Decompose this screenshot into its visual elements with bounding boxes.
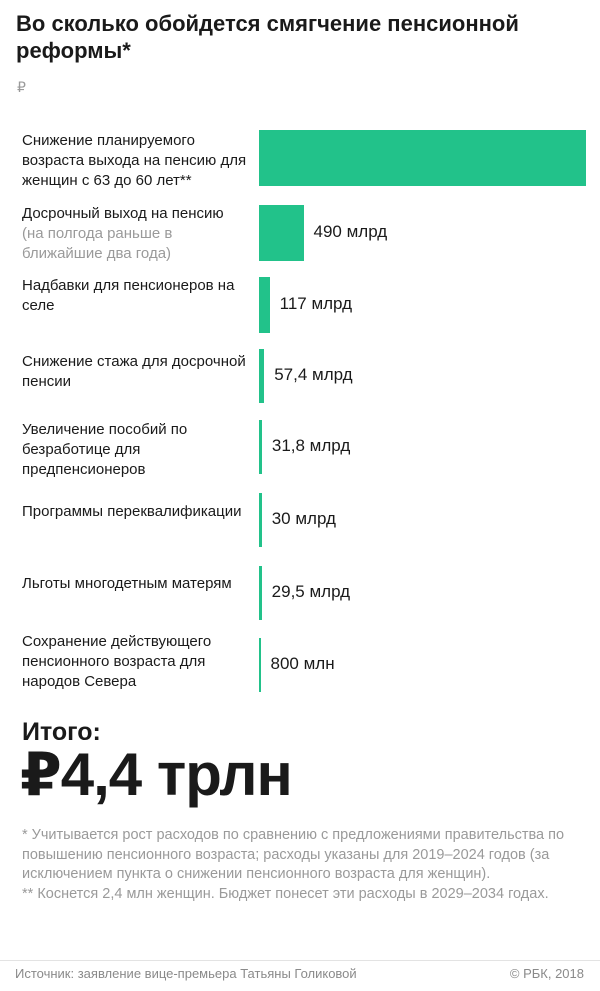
currency-unit: ₽ <box>17 79 26 95</box>
value-label: 29,5 млрд <box>271 582 351 601</box>
category-label <box>22 574 257 594</box>
source-text: Источник: заявление вице-премьера Татьяны Голиковой <box>15 966 357 981</box>
bar <box>259 277 270 333</box>
bar <box>259 349 264 403</box>
value-label: 57,4 млрд <box>274 365 353 384</box>
value-label: 31,8 млрд <box>271 436 351 455</box>
value-label: 117 млрд <box>279 294 353 313</box>
category-label <box>22 502 257 522</box>
category-label <box>22 632 257 692</box>
footer-divider <box>0 960 600 961</box>
bar <box>259 566 262 620</box>
footnotes <box>22 826 592 904</box>
value-label: 800 млн <box>270 654 335 673</box>
category-label <box>22 352 257 392</box>
category-label-text: Снижение планируемого возраста выхода на пенсию для женщин с 63 до 60 лет** <box>22 132 247 189</box>
category-label <box>22 131 257 191</box>
bar <box>259 420 262 474</box>
value-label: 490 млрд <box>313 222 388 241</box>
bar <box>259 205 304 261</box>
value-label: 30 млрд <box>271 509 336 528</box>
category-label-text: Снижение стажа для досрочной пенсии <box>22 353 246 390</box>
category-label-text: Программы переквалификации <box>22 503 242 520</box>
category-note: (на полгода раньше в ближайшие два года) <box>22 225 173 262</box>
total-label: Итого: <box>22 718 101 746</box>
total-value: ₽4,4 трлн <box>20 741 292 808</box>
category-label <box>22 204 257 264</box>
bar <box>259 493 262 547</box>
footnote-2: ** Коснется 2,4 млн женщин. Бюджет понесет эти расходы в 2029–2034 годах. <box>22 885 549 902</box>
copyright-text: © РБК, 2018 <box>509 966 584 981</box>
category-label-text: Увеличение пособий по безработице для предпенсионеров <box>22 421 188 478</box>
category-label-text: Надбавки для пенсионеров на селе <box>22 277 235 314</box>
chart-title: Во сколько обойдется смягчение пенсионной реформы* <box>16 11 519 63</box>
category-label-text: Сохранение действующего пенсионного возраста для народов Севера <box>22 633 212 690</box>
category-label-text: Льготы многодетным матерям <box>22 575 232 592</box>
bar <box>259 130 586 186</box>
category-label <box>22 276 257 316</box>
bar <box>259 638 261 692</box>
category-label <box>22 420 257 480</box>
category-label-text: Досрочный выход на пенсию <box>22 205 224 222</box>
footnote-1: * Учитывается рост расходов по сравнению с предложениями правительства по повышению пенсионного возраста; расходы указаны для 2019–2024 годов (за исключением пункта о снижении пенсионного возраста для женщин). <box>22 827 565 882</box>
